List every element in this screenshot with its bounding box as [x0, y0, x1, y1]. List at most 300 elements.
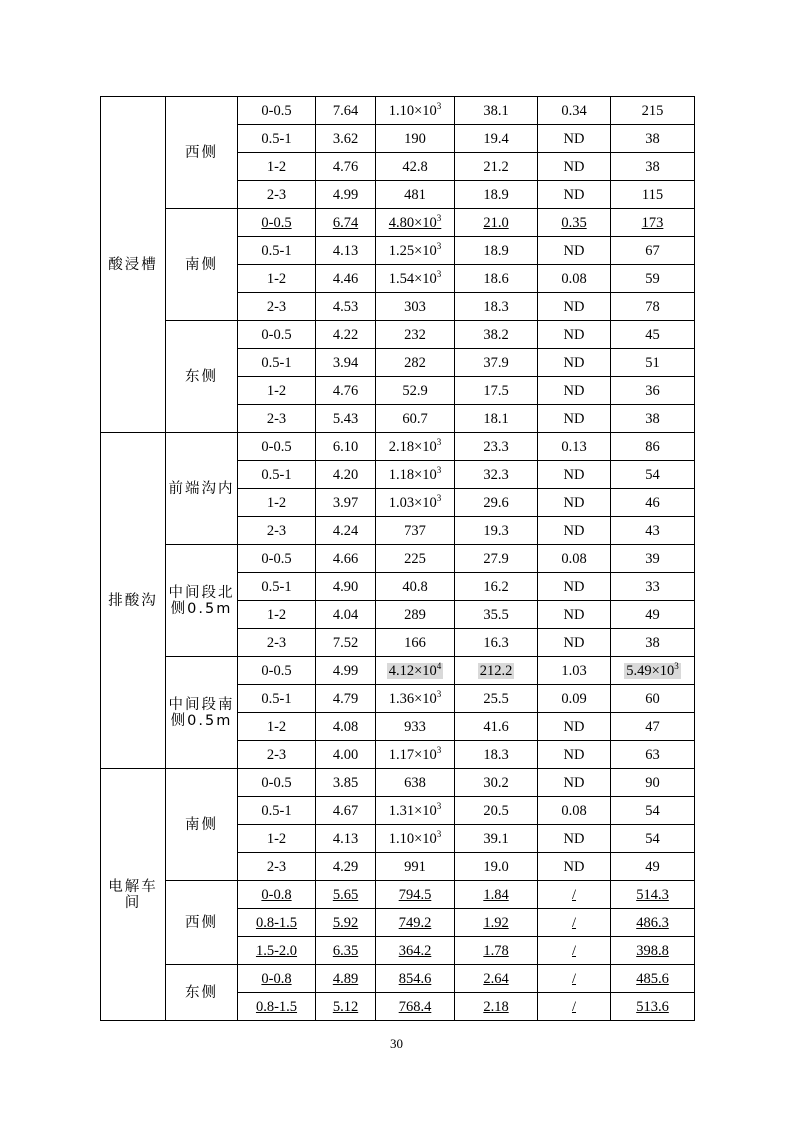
table-row — [101, 209, 695, 237]
cell-value — [388, 492, 442, 511]
cell-value: 90 — [645, 774, 660, 791]
cell-value: 115 — [641, 186, 664, 203]
cell-value: 23.3 — [483, 438, 509, 455]
sci-exponent: 3 — [436, 800, 442, 811]
cell-ph — [316, 321, 376, 349]
cell-value-4 — [611, 265, 695, 293]
cell-value: 0.08 — [561, 802, 587, 819]
subgroup-label: 前端沟内 — [166, 433, 238, 545]
cell-ph — [316, 209, 376, 237]
cell-value-4 — [611, 825, 695, 853]
cell-value: ND — [563, 298, 585, 315]
cell-value: ND — [563, 354, 585, 371]
cell-value — [388, 268, 442, 287]
cell-value-3 — [538, 489, 611, 517]
cell-value-4 — [611, 741, 695, 769]
cell-value: 0.13 — [561, 438, 587, 455]
cell-value: 2-3 — [266, 522, 287, 539]
cell-depth — [238, 349, 316, 377]
cell-value-3 — [538, 293, 611, 321]
cell-ph — [316, 797, 376, 825]
cell-depth — [238, 461, 316, 489]
cell-value-3 — [538, 825, 611, 853]
sci-exponent: 3 — [436, 492, 442, 503]
cell-value: 7.52 — [332, 634, 359, 651]
cell-ph — [316, 881, 376, 909]
cell-depth — [238, 909, 316, 937]
cell-value: 0.5-1 — [261, 354, 292, 371]
cell-value-1 — [376, 853, 455, 881]
cell-value: 6.74 — [332, 214, 359, 231]
cell-value: 18.6 — [483, 270, 509, 287]
cell-value-3 — [538, 853, 611, 881]
cell-value: 0-0.5 — [261, 102, 292, 119]
cell-value-3 — [538, 657, 611, 685]
cell-value-1 — [376, 237, 455, 265]
cell-value: 0-0.5 — [261, 326, 292, 343]
cell-value-3 — [538, 573, 611, 601]
subgroup-label: 西侧 — [166, 97, 238, 209]
cell-ph — [316, 685, 376, 713]
cell-value: 2-3 — [266, 186, 287, 203]
cell-value: 364.2 — [398, 942, 432, 959]
cell-value: 2.18 — [483, 998, 509, 1015]
cell-value: 18.9 — [483, 186, 509, 203]
cell-ph — [316, 909, 376, 937]
cell-value: 35.5 — [483, 606, 509, 623]
cell-depth — [238, 433, 316, 461]
sci-exponent: 3 — [436, 212, 442, 223]
cell-value: 4.29 — [332, 858, 359, 875]
cell-depth — [238, 965, 316, 993]
sci-exponent: 3 — [436, 240, 442, 251]
cell-value-3 — [538, 993, 611, 1021]
cell-value-4 — [611, 461, 695, 489]
cell-value: 0.08 — [561, 270, 587, 287]
sci-mantissa: 4.80×10 — [388, 214, 437, 231]
cell-value: 212.2 — [479, 662, 513, 679]
cell-value: 1-2 — [266, 606, 287, 623]
sci-mantissa: 1.25×10 — [388, 242, 437, 259]
table-row — [101, 657, 695, 685]
subgroup-label: 南侧 — [166, 209, 238, 321]
cell-value-4 — [611, 685, 695, 713]
cell-value: 481 — [404, 186, 426, 203]
cell-value-1 — [376, 321, 455, 349]
cell-value: 166 — [404, 634, 426, 651]
cell-value: 933 — [404, 718, 426, 735]
cell-value-3 — [538, 433, 611, 461]
cell-value-4 — [611, 293, 695, 321]
cell-value: 0.09 — [561, 690, 587, 707]
cell-value-2 — [455, 433, 538, 461]
cell-depth — [238, 685, 316, 713]
cell-value: 0.5-1 — [261, 802, 292, 819]
cell-ph — [316, 713, 376, 741]
cell-depth — [238, 125, 316, 153]
sci-mantissa: 5.49×10 — [626, 662, 675, 679]
cell-value-2 — [455, 657, 538, 685]
cell-depth — [238, 713, 316, 741]
cell-value: 1-2 — [266, 830, 287, 847]
cell-ph — [316, 825, 376, 853]
cell-value-1 — [376, 685, 455, 713]
cell-value: 2.64 — [483, 970, 509, 987]
cell-value-4 — [611, 97, 695, 125]
cell-depth — [238, 993, 316, 1021]
cell-value: 49 — [645, 858, 660, 875]
cell-value: 6.35 — [332, 942, 359, 959]
cell-depth — [238, 573, 316, 601]
cell-value: 39 — [645, 550, 660, 567]
cell-ph — [316, 125, 376, 153]
cell-value: 303 — [404, 298, 426, 315]
cell-value: ND — [563, 522, 585, 539]
cell-value: 768.4 — [398, 998, 432, 1015]
table-row — [101, 545, 695, 573]
cell-value: 0.08 — [561, 550, 587, 567]
cell-value-1 — [376, 489, 455, 517]
cell-value: 4.76 — [332, 158, 359, 175]
cell-ph — [316, 573, 376, 601]
cell-value-2 — [455, 629, 538, 657]
cell-value: 1.03 — [561, 662, 587, 679]
cell-value: 0.5-1 — [261, 130, 292, 147]
cell-value-1 — [376, 797, 455, 825]
cell-value: 25.5 — [483, 690, 509, 707]
subgroup-label: 南侧 — [166, 769, 238, 881]
cell-value: 3.85 — [332, 774, 359, 791]
cell-value-2 — [455, 321, 538, 349]
table-row — [101, 321, 695, 349]
cell-ph — [316, 377, 376, 405]
cell-value-1 — [376, 461, 455, 489]
cell-value: 225 — [404, 550, 426, 567]
cell-value-2 — [455, 713, 538, 741]
cell-value: 4.04 — [332, 606, 359, 623]
cell-value: 4.08 — [332, 718, 359, 735]
cell-value-3 — [538, 685, 611, 713]
cell-value: 232 — [404, 326, 426, 343]
cell-value-3 — [538, 881, 611, 909]
cell-value-2 — [455, 517, 538, 545]
cell-ph — [316, 853, 376, 881]
cell-value — [387, 660, 444, 679]
cell-value: 794.5 — [398, 886, 432, 903]
cell-value-2 — [455, 293, 538, 321]
cell-depth — [238, 769, 316, 797]
cell-value: 20.5 — [483, 802, 509, 819]
cell-value: ND — [563, 606, 585, 623]
cell-value: 4.53 — [332, 298, 359, 315]
sci-mantissa: 1.18×10 — [388, 466, 437, 483]
cell-value: 4.67 — [332, 802, 359, 819]
cell-value: 54 — [645, 466, 660, 483]
cell-value-1 — [376, 629, 455, 657]
cell-value: 43 — [645, 522, 660, 539]
cell-value: 0.8-1.5 — [255, 998, 298, 1015]
cell-value-4 — [611, 125, 695, 153]
cell-value: 4.66 — [332, 550, 359, 567]
cell-value: 289 — [404, 606, 426, 623]
cell-value: 1-2 — [266, 382, 287, 399]
cell-value: ND — [563, 634, 585, 651]
cell-value: 282 — [404, 354, 426, 371]
cell-value: 38 — [645, 130, 660, 147]
cell-value-1 — [376, 97, 455, 125]
cell-value — [388, 436, 442, 455]
cell-value-4 — [611, 153, 695, 181]
cell-value-2 — [455, 881, 538, 909]
cell-value: 3.97 — [332, 494, 359, 511]
cell-value: 60.7 — [402, 410, 428, 427]
cell-value: ND — [563, 158, 585, 175]
cell-value: 49 — [645, 606, 660, 623]
cell-value: 41.6 — [483, 718, 509, 735]
cell-ph — [316, 97, 376, 125]
cell-value-1 — [376, 741, 455, 769]
cell-value-3 — [538, 545, 611, 573]
cell-value-1 — [376, 545, 455, 573]
cell-value-3 — [538, 797, 611, 825]
cell-value: 19.3 — [483, 522, 509, 539]
cell-value — [388, 212, 442, 231]
cell-value-1 — [376, 517, 455, 545]
cell-depth — [238, 97, 316, 125]
cell-value — [388, 688, 442, 707]
cell-value-1 — [376, 769, 455, 797]
cell-value: 991 — [404, 858, 426, 875]
cell-depth — [238, 237, 316, 265]
cell-value: 39.1 — [483, 830, 509, 847]
cell-value: 190 — [404, 130, 426, 147]
cell-value: 4.99 — [332, 186, 359, 203]
cell-value-3 — [538, 769, 611, 797]
sci-mantissa: 1.36×10 — [388, 690, 437, 707]
cell-value: ND — [563, 326, 585, 343]
cell-value: 18.3 — [483, 298, 509, 315]
cell-value-1 — [376, 573, 455, 601]
cell-depth — [238, 153, 316, 181]
cell-value-4 — [611, 517, 695, 545]
cell-value: / — [571, 998, 577, 1015]
cell-value-4 — [611, 881, 695, 909]
cell-depth — [238, 321, 316, 349]
cell-value: 59 — [645, 270, 660, 287]
cell-value — [388, 828, 442, 847]
cell-value: ND — [563, 746, 585, 763]
cell-ph — [316, 965, 376, 993]
page-number: 30 — [390, 1036, 403, 1051]
cell-value: ND — [563, 830, 585, 847]
cell-value-2 — [455, 405, 538, 433]
cell-value: 30.2 — [483, 774, 509, 791]
cell-value-2 — [455, 237, 538, 265]
cell-value-1 — [376, 909, 455, 937]
cell-value: 54 — [645, 830, 660, 847]
cell-value: 173 — [641, 214, 664, 231]
cell-depth — [238, 377, 316, 405]
cell-value-3 — [538, 713, 611, 741]
table-row — [101, 881, 695, 909]
cell-value: / — [571, 914, 577, 931]
cell-ph — [316, 461, 376, 489]
cell-value: 40.8 — [402, 578, 428, 595]
cell-value-2 — [455, 825, 538, 853]
cell-value: 5.65 — [332, 886, 359, 903]
cell-value: 854.6 — [398, 970, 432, 987]
cell-value: 1.5-2.0 — [255, 942, 298, 959]
table-row — [101, 433, 695, 461]
sci-mantissa: 4.12×10 — [388, 662, 437, 679]
cell-value-3 — [538, 741, 611, 769]
cell-value: 38 — [645, 634, 660, 651]
cell-depth — [238, 209, 316, 237]
cell-value-3 — [538, 181, 611, 209]
cell-value-3 — [538, 237, 611, 265]
cell-value: 0-0.5 — [261, 214, 292, 231]
cell-value-1 — [376, 209, 455, 237]
cell-value: ND — [563, 130, 585, 147]
cell-value-4 — [611, 181, 695, 209]
cell-value-4 — [611, 377, 695, 405]
cell-value-3 — [538, 209, 611, 237]
table-row — [101, 97, 695, 125]
sci-mantissa: 1.54×10 — [388, 270, 437, 287]
table-row — [101, 965, 695, 993]
cell-depth — [238, 545, 316, 573]
cell-value-4 — [611, 965, 695, 993]
cell-value: 514.3 — [636, 886, 669, 903]
cell-value: 4.76 — [332, 382, 359, 399]
sci-mantissa: 1.17×10 — [388, 746, 437, 763]
cell-value: 3.94 — [332, 354, 359, 371]
subgroup-label: 中间段北侧0.5m — [166, 545, 238, 657]
cell-value: 29.6 — [483, 494, 509, 511]
cell-depth — [238, 657, 316, 685]
cell-value: 17.5 — [483, 382, 509, 399]
cell-value: 51 — [645, 354, 660, 371]
sci-exponent: 3 — [436, 268, 442, 279]
cell-ph — [316, 993, 376, 1021]
cell-ph — [316, 629, 376, 657]
cell-depth — [238, 181, 316, 209]
cell-value: 46 — [645, 494, 660, 511]
cell-value-1 — [376, 293, 455, 321]
cell-value: 485.6 — [636, 970, 669, 987]
sci-exponent: 3 — [436, 100, 442, 111]
cell-value-2 — [455, 181, 538, 209]
cell-depth — [238, 741, 316, 769]
cell-value: 737 — [404, 522, 426, 539]
cell-value — [624, 660, 681, 679]
cell-value-3 — [538, 349, 611, 377]
cell-value: 215 — [641, 102, 664, 119]
cell-value-1 — [376, 713, 455, 741]
cell-value-3 — [538, 629, 611, 657]
group-label: 电解车间 — [101, 769, 166, 1021]
cell-value: 18.3 — [483, 746, 509, 763]
subgroup-label: 东侧 — [166, 321, 238, 433]
cell-value-2 — [455, 937, 538, 965]
cell-depth — [238, 937, 316, 965]
cell-depth — [238, 293, 316, 321]
cell-value: 1-2 — [266, 158, 287, 175]
cell-value: 4.89 — [332, 970, 359, 987]
cell-value: 6.10 — [332, 438, 359, 455]
cell-value: ND — [563, 186, 585, 203]
cell-value-1 — [376, 433, 455, 461]
cell-value-4 — [611, 853, 695, 881]
cell-value-3 — [538, 405, 611, 433]
cell-depth — [238, 489, 316, 517]
cell-value-2 — [455, 909, 538, 937]
cell-ph — [316, 517, 376, 545]
cell-value: 42.8 — [402, 158, 428, 175]
cell-value — [388, 240, 442, 259]
cell-value — [388, 100, 442, 119]
cell-ph — [316, 937, 376, 965]
cell-value-4 — [611, 433, 695, 461]
cell-value-3 — [538, 937, 611, 965]
cell-value-4 — [611, 209, 695, 237]
cell-value: 4.13 — [332, 242, 359, 259]
cell-value: 749.2 — [398, 914, 432, 931]
cell-value: 60 — [645, 690, 660, 707]
cell-ph — [316, 405, 376, 433]
cell-value: 7.64 — [332, 102, 359, 119]
cell-value: 1-2 — [266, 270, 287, 287]
cell-value: 0.5-1 — [261, 578, 292, 595]
cell-depth — [238, 629, 316, 657]
cell-value: 33 — [645, 578, 660, 595]
cell-value: ND — [563, 494, 585, 511]
cell-value: 0.35 — [561, 214, 587, 231]
cell-value — [388, 800, 442, 819]
cell-ph — [316, 489, 376, 517]
cell-value-4 — [611, 769, 695, 797]
cell-value-1 — [376, 657, 455, 685]
cell-value-2 — [455, 489, 538, 517]
cell-ph — [316, 601, 376, 629]
cell-value: 45 — [645, 326, 660, 343]
cell-value-4 — [611, 489, 695, 517]
sci-exponent: 3 — [436, 464, 442, 475]
sci-exponent: 3 — [436, 688, 442, 699]
cell-ph — [316, 545, 376, 573]
cell-value-4 — [611, 405, 695, 433]
cell-value: ND — [563, 858, 585, 875]
cell-value: 19.0 — [483, 858, 509, 875]
data-table — [100, 96, 695, 1021]
cell-value: 4.13 — [332, 830, 359, 847]
cell-value: ND — [563, 382, 585, 399]
cell-value-2 — [455, 601, 538, 629]
table-row — [101, 769, 695, 797]
cell-value: 3.62 — [332, 130, 359, 147]
cell-value-4 — [611, 321, 695, 349]
cell-value-3 — [538, 265, 611, 293]
cell-value: 0.5-1 — [261, 690, 292, 707]
cell-value: 486.3 — [636, 914, 669, 931]
cell-value: 16.3 — [483, 634, 509, 651]
cell-value-2 — [455, 993, 538, 1021]
cell-value: 0-0.8 — [261, 970, 292, 987]
cell-value: 38.1 — [483, 102, 509, 119]
cell-value: 4.90 — [332, 578, 359, 595]
cell-value: 1-2 — [266, 494, 287, 511]
sci-exponent: 3 — [436, 436, 442, 447]
